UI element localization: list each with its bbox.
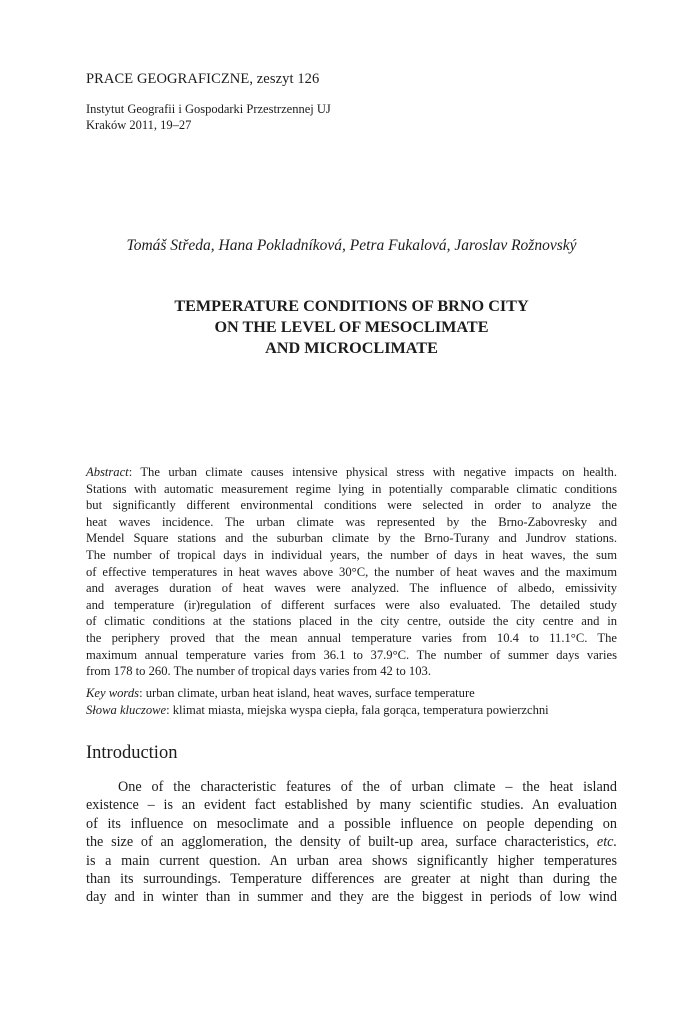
abstract-line: of effective temperatures in heat waves above 30°C, the number of heat waves and the maximum xyxy=(86,564,617,579)
paper-title xyxy=(86,296,617,359)
journal-title: PRACE GEOGRAFICZNE, zeszyt 126 xyxy=(86,71,320,87)
paragraph-line: is a main current question. An urban area shows significantly higher temperatures xyxy=(86,852,617,869)
paper-title-line-3: AND MICROCLIMATE xyxy=(265,339,438,357)
paragraph-line: than its surroundings. Temperature differences are greater at night than during the xyxy=(86,870,617,887)
abstract-line: from 178 to 260. The number of tropical days varies from 42 to 103. xyxy=(86,664,431,679)
keywords-polish-text: : klimat miasta, miejska wyspa ciepła, fala gorąca, temperatura powierzchni xyxy=(166,703,549,717)
publication-place-date: Kraków 2011, 19–27 xyxy=(86,118,192,132)
paper-title-line-1: TEMPERATURE CONDITIONS OF BRNO CITY xyxy=(174,297,529,315)
keywords-polish-label: Słowa kluczowe xyxy=(86,703,167,717)
institute-name: Instytut Geografii i Gospodarki Przestrzennej UJ xyxy=(86,102,331,116)
abstract xyxy=(86,464,617,680)
abstract-line: of climatic conditions at the stations placed in the city centre, outside the city centre and in xyxy=(86,614,617,629)
keywords-english xyxy=(86,685,617,702)
abstract-line: The number of tropical days in individual years, the number of days in heat waves, the sum xyxy=(86,547,617,562)
abstract-line: and temperature (ir)regulation of different surfaces were also evaluated. The detailed study xyxy=(86,597,617,612)
abstract-line: the periphery proved that the mean annual temperature varies from 10.4 to 11.1°C. The xyxy=(86,630,617,645)
abstract-line: and averages duration of heat waves were analyzed. The influence of albedo, emissivity xyxy=(86,581,617,596)
introduction-paragraph xyxy=(86,778,617,907)
paragraph-line: existence – is an evident fact established by many scientific studies. An evaluation xyxy=(86,797,617,814)
abstract-line: maximum annual temperature varies from 36.1 to 37.9°C. The number of summer days varies xyxy=(86,647,617,662)
keywords-polish xyxy=(86,702,617,719)
author-list: Tomáš Středa, Hana Pokladníková, Petra Fukalová, Jaroslav Rožnovský xyxy=(126,237,577,254)
abstract-line: heat waves incidence. The urban climate was represented by the Brno-Zabovresky and xyxy=(86,514,617,529)
paper-title-line-2: ON THE LEVEL OF MESOCLIMATE xyxy=(214,318,489,336)
abstract-label: Abstract xyxy=(86,465,129,479)
keywords-english-text: : urban climate, urban heat island, heat waves, surface temperature xyxy=(139,686,475,700)
paragraph-line: the size of an agglomeration, the density of built-up area, surface characteristics, etc. xyxy=(86,834,618,851)
keywords-english-label: Key words xyxy=(86,686,140,700)
paragraph-line: of its influence on mesoclimate and a possible influence on people depending on xyxy=(86,815,617,832)
section-heading-introduction: Introduction xyxy=(86,743,178,763)
paragraph-line: day and in winter than in summer and they are the biggest in periods of low wind xyxy=(86,889,617,906)
abstract-line: Stations with automatic measurement regime lying in potentially comparable climatic conditions xyxy=(86,481,617,496)
abstract-line: Abstract: The urban climate causes intensive physical stress with negative impacts on health. xyxy=(86,465,617,479)
paragraph-line: One of the characteristic features of the of urban climate – the heat island xyxy=(118,779,617,795)
abstract-line: Mendel Square stations and the suburban climate by the Brno-Turany and Jundrov stations. xyxy=(86,531,617,546)
abstract-line: but significantly different environmental conditions were selected in order to analyze the xyxy=(86,498,617,513)
etc-italic: etc. xyxy=(596,834,618,851)
